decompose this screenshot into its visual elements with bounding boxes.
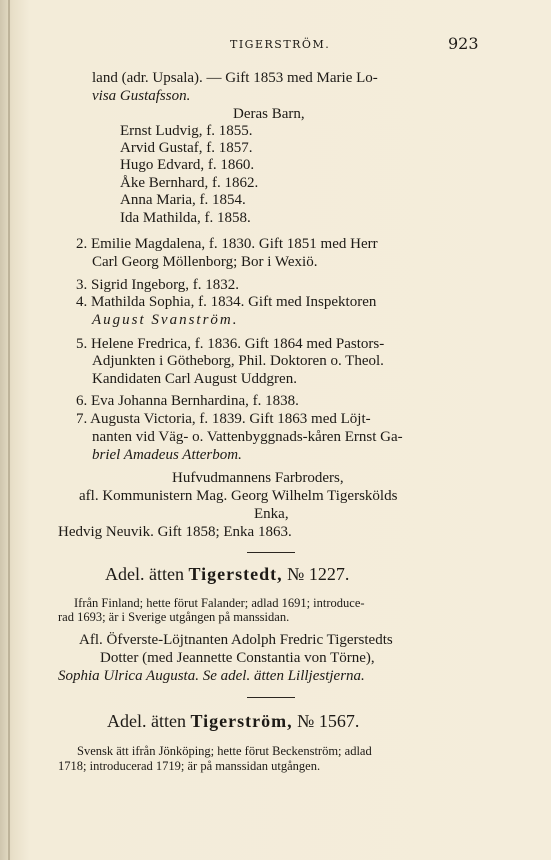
text-line: visa Gustafsson. xyxy=(92,88,191,104)
text-line: Adjunkten i Götheborg, Phil. Doktoren o. Theol. xyxy=(92,353,384,369)
page-binding-edge xyxy=(8,0,10,860)
page-number: 923 xyxy=(448,34,479,53)
text-line: nanten vid Väg- o. Vattenbyggnads-kåren Ernst Ga- xyxy=(92,429,403,445)
text-line: Hedvig Neuvik. Gift 1858; Enka 1863. xyxy=(58,524,292,540)
entry-2: 2. Emilie Magdalena, f. 1830. Gift 1851 med Herr xyxy=(76,236,378,252)
heading-prefix: Adel. ätten xyxy=(105,564,184,584)
child-entry: Ida Mathilda, f. 1858. xyxy=(120,210,251,226)
heading-prefix: Adel. ätten xyxy=(107,711,186,731)
text-line: Sophia Ulrica Augusta. Se adel. ätten Lilljestjerna. xyxy=(58,668,365,684)
text-line: afl. Kommunistern Mag. Georg Wilhelm Tigerskölds xyxy=(79,488,398,504)
child-entry: Anna Maria, f. 1854. xyxy=(120,192,246,208)
divider xyxy=(247,697,295,698)
heading-name: Tigerstedt, xyxy=(188,564,283,584)
child-entry: Arvid Gustaf, f. 1857. xyxy=(120,140,253,156)
text-line: rad 1693; är i Sverige utgången på manssidan. xyxy=(58,610,290,624)
heading-number: № 1567. xyxy=(297,711,360,731)
text-line: land (adr. Upsala). — Gift 1853 med Marie Lo- xyxy=(92,70,378,86)
child-entry: Ernst Ludvig, f. 1855. xyxy=(120,123,253,139)
entry-7: 7. Augusta Victoria, f. 1839. Gift 1863 med Löjt- xyxy=(76,411,371,427)
divider xyxy=(247,552,295,553)
text-line: Hufvudmannens Farbroders, xyxy=(172,470,344,486)
text-line: Kandidaten Carl August Uddgren. xyxy=(92,371,297,387)
entry-5: 5. Helene Fredrica, f. 1836. Gift 1864 med Pastors- xyxy=(76,336,385,352)
text-line: Carl Georg Möllenborg; Bor i Wexiö. xyxy=(92,254,318,270)
text-line: Enka, xyxy=(254,506,289,522)
text-line: 1718; introducerad 1719; är på manssidan utgången. xyxy=(58,759,321,773)
text-line: briel Amadeus Atterbom. xyxy=(92,447,242,463)
child-entry: Åke Bernhard, f. 1862. xyxy=(120,175,259,191)
section-heading-tigerstrom xyxy=(107,713,359,730)
text-line: Afl. Öfverste-Löjtnanten Adolph Fredric Tigerstedts xyxy=(79,632,393,648)
text-line: Svensk ätt ifrån Jönköping; hette förut Beckenström; adlad xyxy=(77,744,372,758)
text-line: Dotter (med Jeannette Constantia von Törne), xyxy=(100,650,375,666)
entry-3: 3. Sigrid Ingeborg, f. 1832. xyxy=(76,277,240,293)
text-line: August Svanström. xyxy=(92,312,239,328)
child-entry: Hugo Edvard, f. 1860. xyxy=(120,157,255,173)
text-line: Ifrån Finland; hette förut Falander; adlad 1691; introduce- xyxy=(74,596,365,610)
text-line: Deras Barn, xyxy=(233,106,305,122)
heading-number: № 1227. xyxy=(287,564,350,584)
running-header: TIGERSTRÖM. xyxy=(230,38,331,51)
heading-name: Tigerström, xyxy=(190,711,293,731)
entry-6: 6. Eva Johanna Bernhardina, f. 1838. xyxy=(76,393,299,409)
section-heading-tigerstedt xyxy=(105,566,349,583)
entry-4: 4. Mathilda Sophia, f. 1834. Gift med Inspektoren xyxy=(76,294,377,310)
